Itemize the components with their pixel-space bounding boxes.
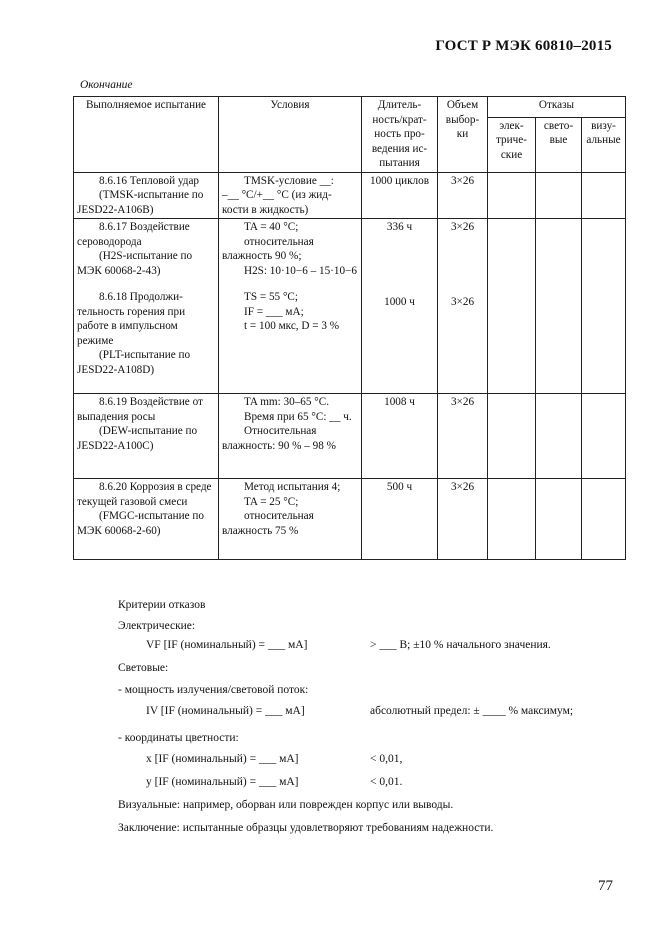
electrical-label: Электрические: [118, 620, 196, 632]
condition-line: –__ °С/+__ °С (из жид-кости в жидкость) [222, 189, 332, 216]
table-row [74, 219, 626, 394]
header-duration: Длитель-ность/крат-ность про-ведения ис-пытания [362, 97, 438, 173]
condition-line: относительная влажность 90 %; [222, 235, 314, 262]
header-test: Выполняемое испытание [74, 97, 219, 173]
header-light: свето-вые [536, 117, 582, 172]
duration-cell: 1008 ч [362, 394, 438, 479]
visual-criteria: Визуальные: например, оборван или поврежден корпус или выводы. [118, 799, 454, 811]
electrical-cell [488, 479, 536, 560]
header-sample: Объем выбор-ки [438, 97, 488, 173]
test-name: 8.6.19 Воздействие от выпадения росы [77, 396, 203, 423]
vf-formula: VF [IF (номинальный) = ___ мА] [146, 639, 308, 651]
sample-cell: 3×26 [438, 479, 488, 560]
conclusion: Заключение: испытанные образцы удовлетворяют требованиям надежности. [118, 822, 494, 834]
visual-cell [582, 394, 626, 479]
duration-cell: 1000 циклов [362, 172, 438, 219]
sample-cell: 3×26 [438, 172, 488, 219]
y-formula: y [IF (номинальный) = ___ мА] [146, 776, 299, 788]
condition-line: TA = 40 °С; [244, 221, 299, 233]
document-code: ГОСТ Р МЭК 60810–2015 [435, 38, 612, 54]
test-standard: (PLT-испытание по JESD22-A108D) [77, 349, 191, 376]
test-standard: (TMSK-испытание по JESD22-A106B) [77, 189, 204, 216]
test-standard: (DEW-испытание по JESD22-A100C) [77, 425, 198, 452]
test-standard: (H2S-испытание по МЭК 60068-2-43) [77, 250, 193, 277]
test-name: 8.6.20 Коррозия в среде текущей газовой смеси [77, 481, 212, 508]
table-row [74, 394, 626, 479]
visual-cell [582, 172, 626, 219]
duration-cell: 336 ч [386, 221, 413, 233]
x-formula: x [IF (номинальный) = ___ мА] [146, 753, 299, 765]
light-cell [536, 172, 582, 219]
sample-cell: 3×26 [438, 394, 488, 479]
chroma-label: - координаты цветности: [118, 732, 239, 744]
test-name: 8.6.17 Воздействие сероводорода [77, 221, 190, 248]
duration-cell: 1000 ч [384, 295, 415, 308]
condition-line: TMSK-условие __: [244, 174, 334, 187]
condition-line: H2S: 10·10−6 – 15·10−6 [244, 264, 357, 277]
flux-label: - мощность излучения/световой поток: [118, 684, 309, 696]
y-limit: < 0,01. [370, 776, 403, 788]
header-visual: визу-альные [582, 117, 626, 172]
header-conditions: Условия [219, 97, 362, 173]
header-failures: Отказы [488, 97, 626, 118]
test-name: 8.6.18 Продолжи-тельность горения при работе в импульсном режиме [77, 291, 186, 347]
continuation-label: Окончание [80, 79, 133, 91]
visual-cell [582, 219, 626, 394]
page-number: 77 [598, 878, 613, 894]
condition-line: TA = 25 °С; [244, 495, 299, 508]
electrical-cell [488, 394, 536, 479]
condition-line: TA mm: 30–65 °С. [244, 396, 330, 408]
test-name: 8.6.16 Тепловой удар [99, 174, 200, 187]
vf-limit: > ___ В; ±10 % начального значения. [370, 639, 551, 651]
iv-limit: абсолютный предел: ± ____ % максимум; [370, 705, 574, 717]
condition-line: Время при 65 °С: __ ч. [244, 410, 352, 423]
header-electrical: элек-триче-ские [488, 117, 536, 172]
table-row [74, 172, 626, 219]
light-cell [536, 479, 582, 560]
visual-cell [582, 479, 626, 560]
condition-line: Относительная влажность: 90 % – 98 % [222, 425, 336, 452]
table-row [74, 479, 626, 560]
x-limit: < 0,01, [370, 753, 403, 765]
light-cell [536, 219, 582, 394]
light-cell [536, 394, 582, 479]
condition-line: TS = 55 °С; [244, 291, 298, 303]
sample-cell: 3×26 [450, 221, 475, 233]
condition-line: Метод испытания 4; [244, 481, 341, 493]
criteria-title: Критерии отказов [118, 599, 206, 611]
electrical-cell [488, 219, 536, 394]
light-label: Световые: [118, 662, 169, 674]
tests-table [73, 96, 626, 560]
electrical-cell [488, 172, 536, 219]
condition-line: t = 100 мкс, D = 3 % [244, 320, 340, 332]
duration-cell: 500 ч [362, 479, 438, 560]
iv-formula: IV [IF (номинальный) = ___ мА] [146, 705, 305, 717]
condition-line: IF = ___ мА; [244, 305, 304, 318]
sample-cell: 3×26 [450, 295, 475, 308]
test-standard: (FMGC-испытание по МЭК 60068-2-60) [77, 510, 204, 537]
condition-line: относительная влажность 75 % [222, 510, 314, 537]
